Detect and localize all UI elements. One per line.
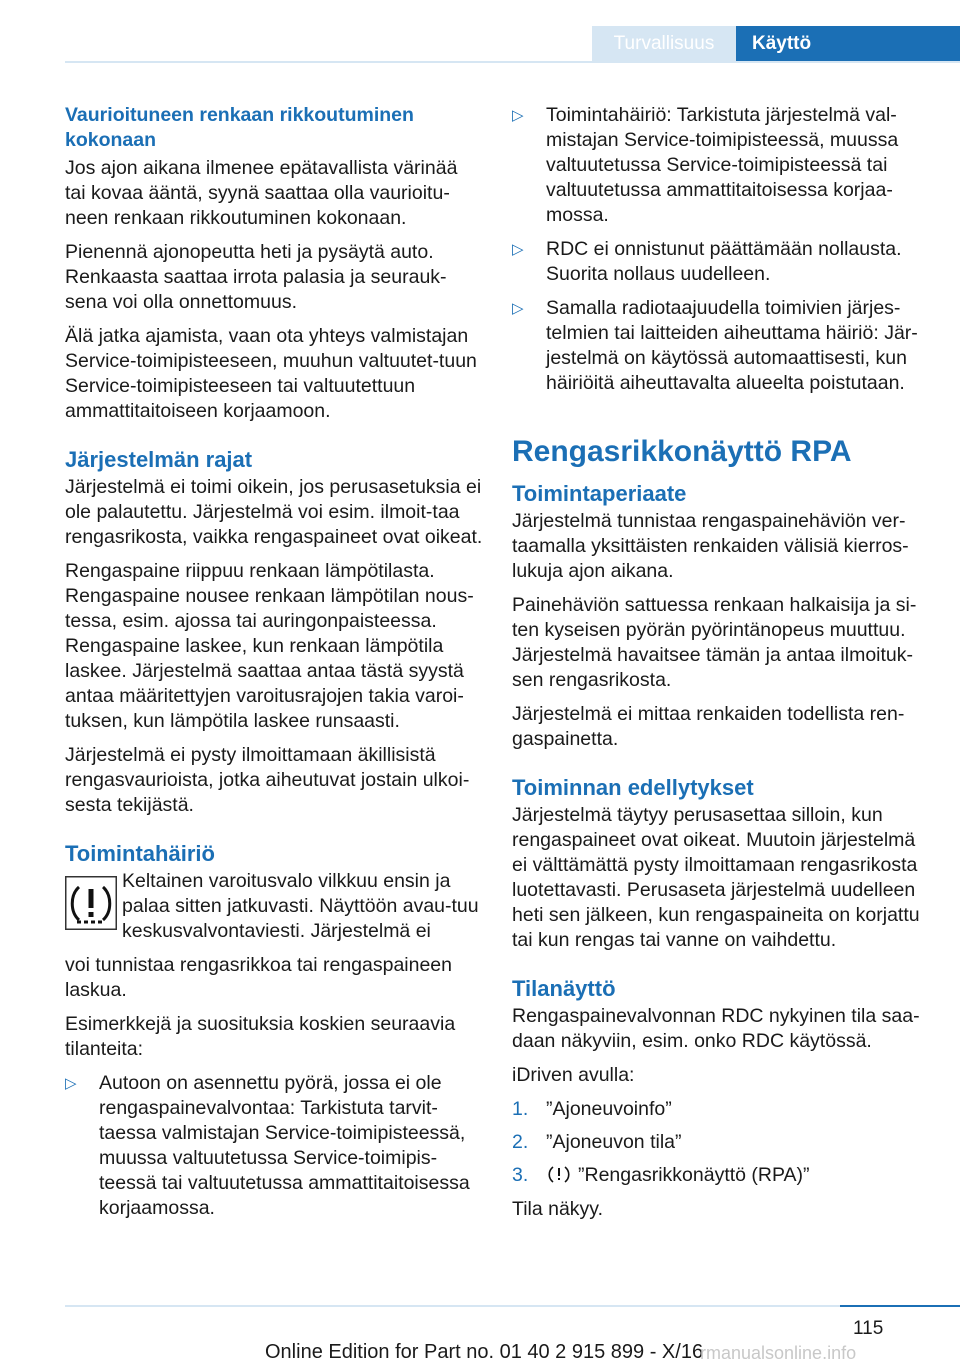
- footer-rule-accent: [840, 1305, 960, 1307]
- heading-status-display: Tilanäyttö: [512, 976, 616, 1001]
- paragraph: Järjestelmä täytyy perusasettaa silloin, kun rengaspaineet ovat oikeat. Muutoin järjestelmä ei välttämättä pysty ilmoittamaan rengasrikosta luotettavasti. Perusaseta järjestelmä uudelleen heti sen jälkeen, kun rengaspaineita on korjattu tai kun rengas tai vanne on vaihdettu.: [512, 804, 920, 951]
- paragraph: Järjestelmä tunnistaa rengaspainehäviön ver-taamalla yksittäisten renkaiden välisiä kierros-lukuja ajon aikana.: [512, 510, 909, 582]
- step-item: [512, 1097, 932, 1122]
- triangle-bullet-icon: ▷: [512, 241, 524, 258]
- list-item-text: Samalla radiotaajuudella toimivien järjes-telmien tai laitteiden aiheuttama häiriö: Jär-jestelmä on käytössä automaattisesti, kun häiriöitä aiheuttavalta alueelta poistutaan.: [546, 297, 918, 394]
- tyre-pressure-warning-icon: [65, 876, 117, 930]
- step-text: ”Rengasrikkonäyttö (RPA)”: [578, 1164, 810, 1186]
- footer-rule: [65, 1305, 960, 1307]
- paragraph: Älä jatka ajamista, vaan ota yhteys valmistajan Service-toimipisteeseen, muuhun valtuutet-tuun Service-toimipisteeseen tai valtuutettuun ammattitaitoiseen korjaamoon.: [65, 325, 477, 422]
- heading-prerequisites: Toiminnan edellytykset: [512, 775, 754, 800]
- paragraph: voi tunnistaa rengasrikkoa tai rengaspaineen laskua.: [65, 954, 453, 1001]
- list-item-text: Autoon on asennettu pyörä, jossa ei ole rengaspainevalvontaa: Tarkistuta tarvit-taessa valmistajan Service-toimipisteessä, muussa valtuutetussa Service-toimipis-teessä tai valtuutetussa ammattitaitoisessa korjaamossa.: [99, 1072, 470, 1219]
- list-item: [512, 103, 932, 228]
- list-item-text: RDC ei onnistunut päättämään nollausta. Suorita nollaus uudelleen.: [546, 238, 902, 285]
- list-item: [512, 237, 932, 287]
- paragraph: Esimerkkejä ja suosituksia koskien seuraavia tilanteita:: [65, 1013, 456, 1060]
- malfunction-list: [65, 1071, 483, 1221]
- header-rule: [65, 61, 960, 63]
- warning-light-block: [65, 869, 483, 944]
- step-number: 3.: [512, 1164, 529, 1186]
- list-item-text: Toimintahäiriö: Tarkistuta järjestelmä val-mistajan Service-toimipisteessä, muussa valtuutetussa Service-toimipisteessä tai valtuutetussa ammattitaitoisessa korjaa-mossa.: [546, 104, 899, 226]
- malfunction-list-continued: [512, 103, 932, 396]
- step-item: [512, 1163, 932, 1188]
- left-column: [65, 103, 483, 1230]
- page-number: 115: [853, 1318, 884, 1339]
- step-number: 2.: [512, 1131, 529, 1153]
- paragraph: Järjestelmä ei mittaa renkaiden todellista ren-gaspainetta.: [512, 703, 905, 750]
- paragraph: Painehäviön sattuessa renkaan halkaisija ja si-ten kyseisen pyörän pyörintänopeus muuttuu. Järjestelmä havaitsee tämän ja antaa ilmoituk-sen rengasrikosta.: [512, 594, 917, 691]
- list-item: [512, 296, 932, 396]
- edition-footer: Online Edition for Part no. 01 40 2 915 899 - X/16: [265, 1341, 704, 1363]
- tyre-warning-small-icon: [546, 1164, 572, 1184]
- step-text: ”Ajoneuvon tila”: [546, 1131, 682, 1153]
- warning-light-text: Keltainen varoitusvalo vilkkuu ensin ja palaa sitten jatkuvasti. Näyttöön avau-tuu keskusvalvontaviesti. Järjestelmä ei: [122, 870, 479, 942]
- heading-principle: Toimintaperiaate: [512, 481, 687, 506]
- triangle-bullet-icon: ▷: [512, 107, 524, 124]
- paragraph: Jos ajon aikana ilmenee epätavallista värinää tai kovaa ääntä, syynä saattaa olla vaurioitu-neen renkaan rikkoutuminen kokonaan.: [65, 157, 458, 229]
- header-tab-kaytto: Käyttö: [736, 26, 960, 61]
- step-text: ”Ajoneuvoinfo”: [546, 1098, 672, 1120]
- idrive-steps: [512, 1097, 932, 1188]
- step-number: 1.: [512, 1098, 529, 1120]
- right-column: [512, 103, 932, 1231]
- paragraph: Pienennä ajonopeutta heti ja pysäytä auto. Renkaasta saattaa irrota palasia ja seurauk-sena voi olla onnettomuus.: [65, 241, 447, 313]
- step-item: [512, 1130, 932, 1155]
- paragraph: iDriven avulla:: [512, 1064, 635, 1086]
- paragraph: Tila näkyy.: [512, 1198, 604, 1220]
- triangle-bullet-icon: ▷: [65, 1075, 77, 1092]
- header-tab-turvallisuus: Turvallisuus: [592, 26, 736, 61]
- heading-rpa: Rengasrikkonäyttö RPA: [512, 435, 852, 468]
- triangle-bullet-icon: ▷: [512, 300, 524, 317]
- watermark: rmanualsonline.info: [700, 1343, 857, 1363]
- heading-system-limits: Järjestelmän rajat: [65, 447, 253, 472]
- paragraph: Järjestelmä ei toimi oikein, jos perusasetuksia ei ole palautettu. Järjestelmä voi esim. ilmoit-taa rengasrikosta, vaikka rengaspaineet ovat oikeat.: [65, 476, 483, 548]
- list-item: [65, 1071, 483, 1221]
- paragraph: Järjestelmä ei pysty ilmoittamaan äkillisistä rengasvaurioista, jotka aiheutuvat jostain ulkoi-sesta tekijästä.: [65, 744, 470, 816]
- heading-malfunction: Toimintahäiriö: [65, 841, 215, 866]
- subheading-tyre-failure: Vaurioituneen renkaan rikkoutuminen kokonaan: [65, 104, 414, 151]
- paragraph: Rengaspaine riippuu renkaan lämpötilasta. Rengaspaine nousee renkaan lämpötilan nous-tessa, esim. ajossa tai auringonpaisteessa. Rengaspaine laskee, kun renkaan lämpötila laskee. Järjestelmä saattaa antaa tästä syystä antaa määritettyjen varoitusrajojen takia varoi-tuksen, kun lämpötila laskee runsaasti.: [65, 560, 474, 732]
- paragraph: Rengaspainevalvonnan RDC nykyinen tila saa-daan näkyviin, esim. onko RDC käytössä.: [512, 1005, 920, 1052]
